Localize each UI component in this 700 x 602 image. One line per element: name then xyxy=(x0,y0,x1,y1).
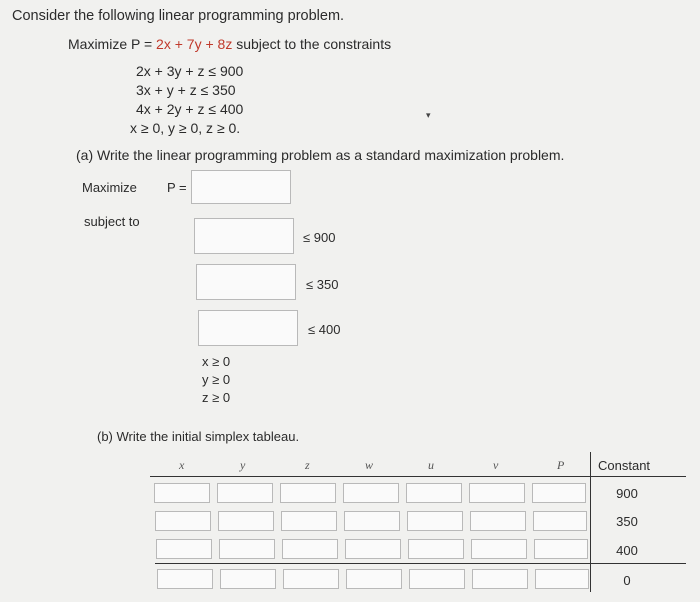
tableau-cell[interactable] xyxy=(344,511,400,531)
tableau-cell[interactable] xyxy=(282,539,338,559)
tableau-cell[interactable] xyxy=(532,483,586,503)
subject-to-label: subject to xyxy=(84,214,140,229)
objective-input[interactable] xyxy=(191,170,291,204)
tableau-cell[interactable] xyxy=(534,539,588,559)
cursor-icon: ▾ xyxy=(426,110,431,120)
nonneg-z: z ≥ 0 xyxy=(202,390,231,405)
tableau-cell[interactable] xyxy=(219,539,275,559)
constraint-3: 4x + 2y + z ≤ 400 xyxy=(136,101,244,117)
constraint-2-input[interactable] xyxy=(196,264,296,300)
tableau-cell[interactable] xyxy=(408,539,464,559)
header-u: u xyxy=(428,458,434,472)
tableau-cell[interactable] xyxy=(535,569,589,589)
constraint-1-input[interactable] xyxy=(194,218,294,254)
rhs-400: ≤ 400 xyxy=(308,322,341,337)
tableau-cell[interactable] xyxy=(533,511,587,531)
rhs-350: ≤ 350 xyxy=(306,277,339,292)
tableau-cell[interactable] xyxy=(157,569,213,589)
nonneg-x: x ≥ 0 xyxy=(202,354,231,369)
rhs-900: ≤ 900 xyxy=(303,230,336,245)
constraint-nonneg: x ≥ 0, y ≥ 0, z ≥ 0. xyxy=(130,120,241,136)
header-z: z xyxy=(305,458,310,472)
tableau-cell[interactable] xyxy=(218,511,274,531)
constant-row-2: 350 xyxy=(616,514,638,529)
header-x: x xyxy=(179,458,185,472)
tableau-cell[interactable] xyxy=(346,569,402,589)
constraint-3-input[interactable] xyxy=(198,310,298,346)
header-w: w xyxy=(365,458,374,472)
p-label: P = xyxy=(167,180,187,195)
part-a-prompt: (a) Write the linear programming problem as a standard maximization problem. xyxy=(76,147,565,163)
objective-prefix: Maximize P = xyxy=(68,36,157,52)
tableau-cell[interactable] xyxy=(469,483,525,503)
tableau-cell[interactable] xyxy=(471,539,527,559)
constant-row-3: 400 xyxy=(616,543,638,558)
tableau-cell[interactable] xyxy=(409,569,465,589)
tableau-top-rule xyxy=(150,476,686,477)
tableau-cell[interactable] xyxy=(156,539,212,559)
constraint-2: 3x + y + z ≤ 350 xyxy=(136,82,236,98)
header-p: P xyxy=(557,458,565,472)
tableau-cell[interactable] xyxy=(470,511,526,531)
header-v: v xyxy=(493,458,499,472)
objective-expr: 2x + 7y + 8z xyxy=(156,36,233,52)
tableau-cell[interactable] xyxy=(281,511,337,531)
constant-row-1: 900 xyxy=(616,486,638,501)
tableau-cell[interactable] xyxy=(217,483,273,503)
constant-row-4: 0 xyxy=(623,573,631,588)
maximize-label: Maximize xyxy=(82,180,137,195)
objective-line xyxy=(68,36,391,52)
tableau-cell[interactable] xyxy=(280,483,336,503)
tableau-cell[interactable] xyxy=(154,483,210,503)
tableau-cell[interactable] xyxy=(472,569,528,589)
tableau-cell[interactable] xyxy=(343,483,399,503)
header-y: y xyxy=(240,458,246,472)
nonneg-y: y ≥ 0 xyxy=(202,372,231,387)
tableau-cell[interactable] xyxy=(283,569,339,589)
header-constant: Constant xyxy=(598,458,651,473)
tableau-cell[interactable] xyxy=(220,569,276,589)
tableau-cell[interactable] xyxy=(345,539,401,559)
intro-text: Consider the following linear programming problem. xyxy=(12,8,345,24)
tableau-cell[interactable] xyxy=(155,511,211,531)
tableau-cell[interactable] xyxy=(406,483,462,503)
tableau-cell[interactable] xyxy=(407,511,463,531)
constraint-1: 2x + 3y + z ≤ 900 xyxy=(136,63,244,79)
part-b-prompt: (b) Write the initial simplex tableau. xyxy=(97,429,300,444)
tableau-objective-rule xyxy=(155,563,686,564)
objective-suffix: subject to the constraints xyxy=(232,36,392,52)
